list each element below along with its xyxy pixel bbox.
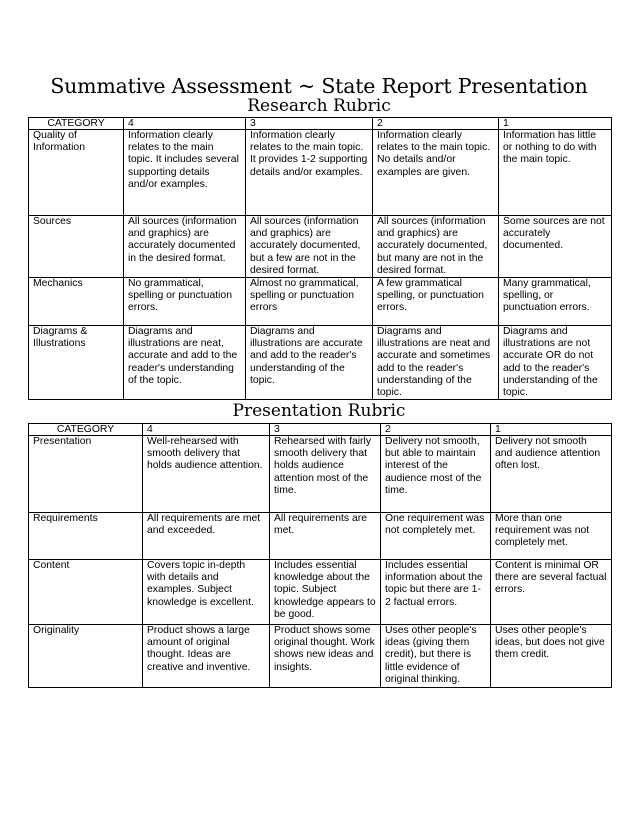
rubric-cell: All requirements are met and exceeded. [143, 513, 270, 560]
rubric-cell: Content is minimal OR there are several factual errors. [491, 560, 612, 625]
rubric-cell: Information clearly relates to the main topic. It provides 1-2 supporting details and/or examples. [246, 130, 373, 216]
rubric-cell: Information clearly relates to the main topic. It includes several supporting details and/or examples. [124, 130, 246, 216]
row-category: Diagrams & Illustrations [29, 326, 124, 400]
rubric-cell: Uses other people's ideas (giving them credit), but there is little evidence of original thinking. [381, 625, 491, 688]
table-row [29, 278, 612, 326]
column-header-score-2: 2 [373, 118, 499, 130]
table-header-row [29, 118, 612, 130]
document-title: Summative Assessment ~ State Report Presentation [50, 74, 588, 98]
research-rubric-title: Research Rubric [247, 96, 391, 116]
row-category: Mechanics [29, 278, 124, 326]
rubric-cell: Diagrams and illustrations are neat, accurate and add to the reader's understanding of the topic. [124, 326, 246, 400]
column-header-score-1: 1 [499, 118, 612, 130]
rubric-cell: Covers topic in-depth with details and examples. Subject knowledge is excellent. [143, 560, 270, 625]
table-row [29, 216, 612, 278]
table-row [29, 513, 612, 560]
rubric-cell: One requirement was not completely met. [381, 513, 491, 560]
column-header-category: CATEGORY [29, 424, 143, 436]
rubric-cell: Diagrams and illustrations are accurate and add to the reader's understanding of the topic. [246, 326, 373, 400]
column-header-score-2: 2 [381, 424, 491, 436]
row-category: Quality of Information [29, 130, 124, 216]
table-row [29, 326, 612, 400]
row-category: Originality [29, 625, 143, 688]
column-header-score-3: 3 [246, 118, 373, 130]
rubric-cell: Information has little or nothing to do with the main topic. [499, 130, 612, 216]
rubric-cell: Information clearly relates to the main topic. No details and/or examples are given. [373, 130, 499, 216]
column-header-category: CATEGORY [29, 118, 124, 130]
rubric-cell: Includes essential information about the topic but there are 1-2 factual errors. [381, 560, 491, 625]
column-header-score-1: 1 [491, 424, 612, 436]
column-header-score-3: 3 [270, 424, 381, 436]
rubric-cell: Uses other people's ideas, but does not give them credit. [491, 625, 612, 688]
row-category: Requirements [29, 513, 143, 560]
rubric-cell: A few grammatical spelling, or punctuation errors. [373, 278, 499, 326]
rubric-cell: Well-rehearsed with smooth delivery that holds audience attention. [143, 436, 270, 513]
column-header-score-4: 4 [143, 424, 270, 436]
rubric-cell: Delivery not smooth and audience attention often lost. [491, 436, 612, 513]
table-header-row [29, 424, 612, 436]
rubric-cell: Diagrams and illustrations are neat and accurate and sometimes add to the reader's understanding of the topic. [373, 326, 499, 400]
table-row [29, 560, 612, 625]
row-category: Sources [29, 216, 124, 278]
table-row [29, 625, 612, 688]
rubric-cell: Rehearsed with fairly smooth delivery that holds audience attention most of the time. [270, 436, 381, 513]
rubric-cell: Delivery not smooth, but able to maintain interest of the audience most of the time. [381, 436, 491, 513]
column-header-score-4: 4 [124, 118, 246, 130]
rubric-cell: Product shows a large amount of original thought. Ideas are creative and inventive. [143, 625, 270, 688]
rubric-cell: No grammatical, spelling or punctuation errors. [124, 278, 246, 326]
rubric-cell: Product shows some original thought. Work shows new ideas and insights. [270, 625, 381, 688]
table-row [29, 130, 612, 216]
row-category: Presentation [29, 436, 143, 513]
presentation-rubric-table [28, 423, 612, 688]
rubric-cell: All sources (information and graphics) are accurately documented, but many are not in the desired format. [373, 216, 499, 278]
rubric-cell: All sources (information and graphics) are accurately documented, but a few are not in the desired format. [246, 216, 373, 278]
rubric-cell: All requirements are met. [270, 513, 381, 560]
presentation-rubric-title: Presentation Rubric [232, 401, 406, 421]
rubric-cell: Includes essential knowledge about the topic. Subject knowledge appears to be good. [270, 560, 381, 625]
rubric-cell: Many grammatical, spelling, or punctuation errors. [499, 278, 612, 326]
row-category: Content [29, 560, 143, 625]
rubric-cell: All sources (information and graphics) are accurately documented in the desired format. [124, 216, 246, 278]
rubric-cell: More than one requirement was not completely met. [491, 513, 612, 560]
rubric-cell: Diagrams and illustrations are not accurate OR do not add to the reader's understanding of the topic. [499, 326, 612, 400]
rubric-cell: Some sources are not accurately documented. [499, 216, 612, 278]
table-row [29, 436, 612, 513]
rubric-cell: Almost no grammatical, spelling or punctuation errors [246, 278, 373, 326]
research-rubric-table [28, 117, 612, 400]
